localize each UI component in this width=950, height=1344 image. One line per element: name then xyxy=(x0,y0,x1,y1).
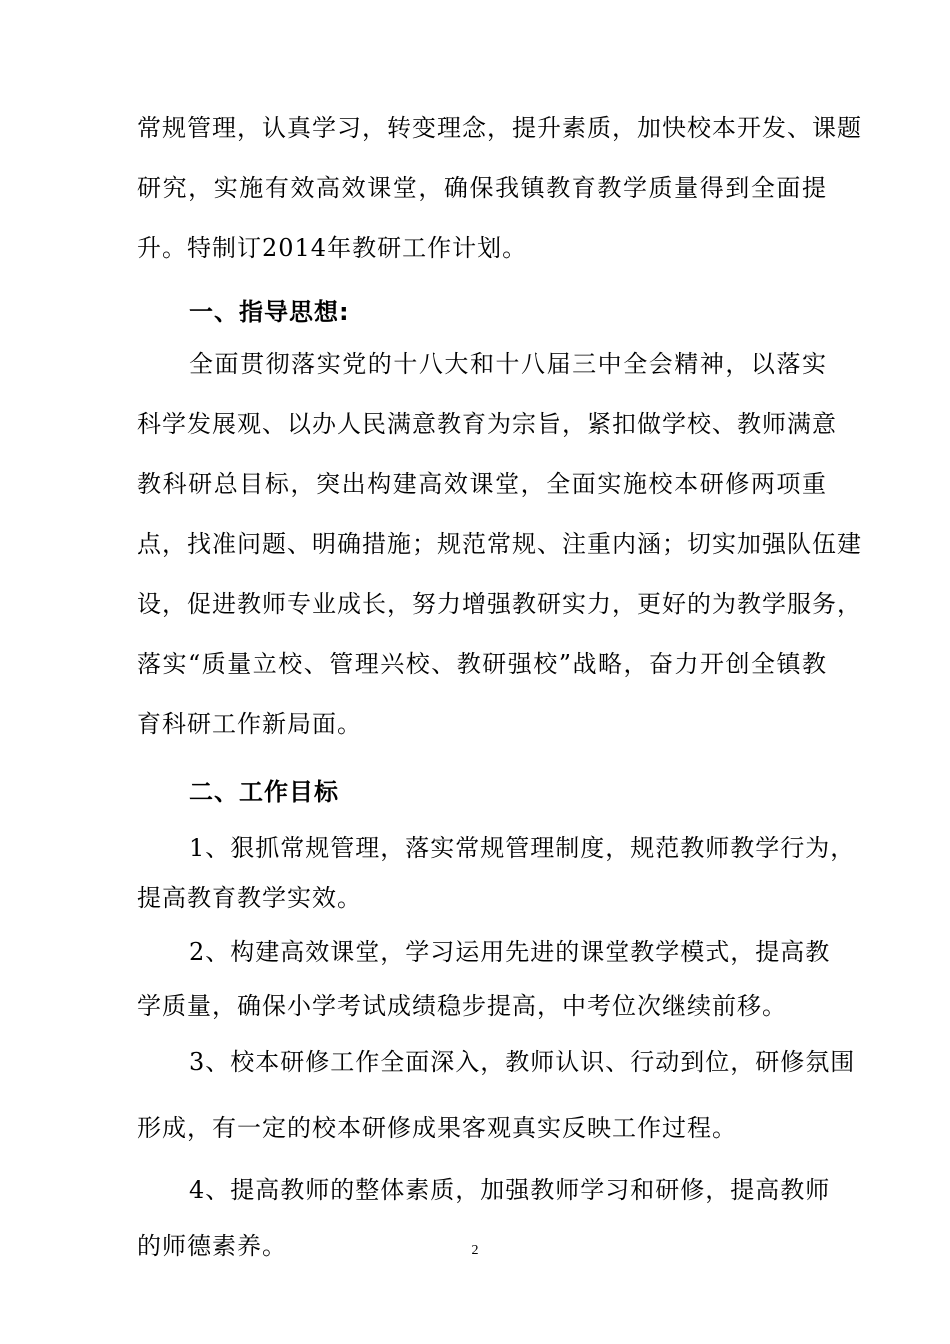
paragraph-line: 常规管理，认真学习，转变理念，提升素质，加快校本开发、课题 xyxy=(137,114,862,142)
paragraph-line: 设，促进教师专业成长，努力增强教研实力，更好的为教学服务， xyxy=(137,590,862,618)
page-number: 2 xyxy=(471,1243,479,1258)
list-item-line: 2、构建高效课堂，学习运用先进的课堂教学模式，提高教 xyxy=(189,938,831,966)
list-item-line: 的师德素养。 xyxy=(137,1232,287,1260)
list-item-line: 提高教育教学实效。 xyxy=(137,884,362,912)
paragraph-line: 教科研总目标，突出构建高效课堂，全面实施校本研修两项重 xyxy=(137,470,827,498)
paragraph-line: 育科研工作新局面。 xyxy=(137,710,362,738)
list-item-line: 4、提高教师的整体素质，加强教师学习和研修，提高教师 xyxy=(189,1176,831,1204)
paragraph-line: 科学发展观、以办人民满意教育为宗旨，紧扣做学校、教师满意 xyxy=(137,410,837,438)
section-heading: 二、工作目标 xyxy=(189,778,339,806)
paragraph-line: 全面贯彻落实党的十八大和十八届三中全会精神，以落实 xyxy=(189,350,827,378)
list-item-line: 3、校本研修工作全面深入，教师认识、行动到位，研修氛围 xyxy=(189,1048,856,1076)
paragraph-line: 升。特制订2014年教研工作计划。 xyxy=(137,234,528,262)
list-item-line: 1、狠抓常规管理，落实常规管理制度，规范教师教学行为， xyxy=(189,834,856,862)
paragraph-line: 研究，实施有效高效课堂，确保我镇教育教学质量得到全面提 xyxy=(137,174,827,202)
paragraph-line: 点，找准问题、明确措施；规范常规、注重内涵；切实加强队伍建 xyxy=(137,530,862,558)
paragraph-line: 落实“质量立校、管理兴校、教研强校”战略，奋力开创全镇教 xyxy=(137,650,827,678)
list-item-line: 学质量，确保小学考试成绩稳步提高，中考位次继续前移。 xyxy=(137,992,787,1020)
list-item-line: 形成，有一定的校本研修成果客观真实反映工作过程。 xyxy=(137,1114,737,1142)
section-heading: 一、指导思想: xyxy=(189,298,350,326)
